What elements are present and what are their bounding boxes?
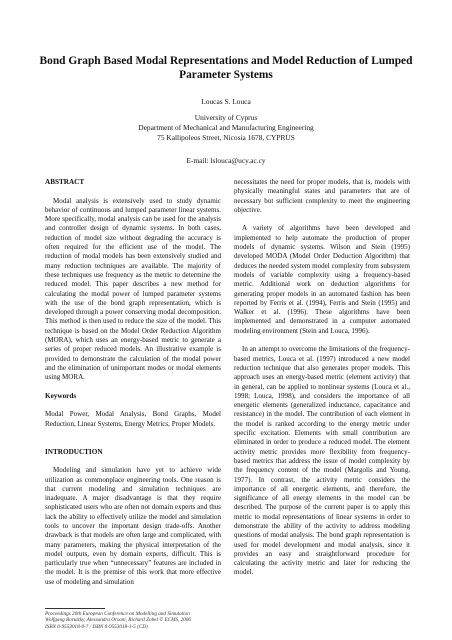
keywords-heading: Keywords [45, 391, 77, 400]
keywords-text: Modal Power, Modal Analysis, Bond Graphs, Model Reduction, Linear Systems, Energy Metrics, Proper Models. [45, 410, 221, 428]
affiliation [0, 113, 452, 143]
paper-title: Bond Graph Based Modal Representations and Model Reduction of Lumped Parameter Systems [39, 55, 413, 81]
right-column [234, 178, 410, 578]
affiliation-university: University of Cyprus [194, 113, 258, 122]
footnote-line-1: Proceedings 20th European Conference on Modelling and Simulation [45, 611, 190, 617]
abstract-heading: ABSTRACT [45, 178, 85, 186]
footnote-line-3: ISBN 0-9553018-0-7 / ISBN 0-9553018-1-5 (CD) [45, 623, 148, 630]
introduction-heading: INTRODUCTION [45, 447, 103, 456]
left-column [45, 178, 221, 587]
footnote [45, 611, 225, 630]
body-paragraph-2: A variety of algorithms have been developed and implemented to help automate the production of proper models of dynamic systems. Wilson and Stein (1995) developed MODA (Model Order Deduction Algorithm) that deduces the needed system model complexity from subsystem models of variable complexity using a frequency-based metric. Additional work on deduction algorithms for generating proper models in an automated fashion has been reported by Ferris et al. (1994), Ferris and Stein (1995) and Walker et al. (1996). These algorithms have been implemented and demonstrated in a computer automated modeling environment (Stein and Louca, 1996). [234, 224, 410, 335]
author-name: Loucas S. Louca [201, 97, 251, 106]
abstract-text: Modal analysis is extensively used to study dynamic behavior of continuous and lumped parameter linear systems. More specifically, modal analysis can be used for the analysis and controller design of dynamic systems. In both cases, reduction of model size without degrading the accuracy is often required for the efficient use of the model. The reduction of modal models has been extensively studied and many reduction techniques are available. The majority of these techniques use frequency as the metric to determine the reduced model. This paper describes a new method for calculating the modal power of lumped parameter systems with the use of the bond graph representation, which is developed through a power conserving modal decomposition. This method is then used to reduce the size of the model. This technique is based on the Model Order Reduction Algorithm (MORA), which uses an energy-based metric to generate a series of proper reduced models. An illustrative example is provided to demonstrate the calculation of the modal power and the elimination of unimportant modes or modal elements using MORA. [45, 196, 221, 382]
body-paragraph-1: necessitates the need for proper models, that is, models with physically meaningful states and parameters that are of necessary but sufficient complexity to meet the engineering objective. [234, 178, 410, 214]
footnote-line-2: Wolfgang Borutzky, Alessandra Orsoni, Richard Zobel © ECMS, 2006 [45, 617, 191, 624]
affiliation-department: Department of Mechanical and Manufacturing Engineering [138, 123, 314, 132]
author-email: E-mail: lslouca@ucy.ac.cy [186, 156, 266, 165]
footnote-rule [45, 608, 105, 609]
introduction-text: Modeling and simulation have yet to achieve wide utilization as commonplace engineering tools. One reason is that current modeling and simulation techniques are inadequate. A major disadvantage is that they require sophisticated users who are often not domain experts and thus lack the ability to effectively utilize the model and simulation tools to uncover the important design trade-offs. Another drawback is that models are often large and complicated, with many parameters, making the physical interpretation of the model outputs, even by domain experts, difficult. This is particularly true when “unnecessary” features are included in the model. It is the premise of this work that more effective use of modeling and simulation [45, 466, 221, 586]
body-paragraph-3: In an attempt to overcome the limitations of the frequency-based metrics, Louca et al. (1997) introduced a new model reduction technique that also generates proper models. This approach uses an energy-based metric (element activity) that in general, can be applied to nonlinear systems (Louca et al., 1998; Louca, 1998), and considers the importance of all energetic elements (generalized inductance, capacitance and resistance) in the model. The contribution of each element in the model is ranked according to the energy metric under specific excitation. Elements with small contribution are eliminated in order to produce a reduced model. The element activity metric provides more flexibility from frequency-based metrics that address the issue of model complexity by the frequency content of the model (Margolis and Young, 1977). In contrast, the activity metric considers the importance of all energetic elements, and therefore, the significance of all energy elements in the model can be described. The purpose of the current paper is to apply this metric to modal representations of linear systems in order to demonstrate the ability of the activity to address modeling questions of modal analysis. The bond graph representation is used for model development and modal analysis, since it provides an easy and straightforward procedure for calculating the activity metric and later for reducing the model. [234, 345, 410, 577]
affiliation-address: 75 Kallipoleos Street, Nicosia 1678, CYPRUS [157, 133, 295, 142]
